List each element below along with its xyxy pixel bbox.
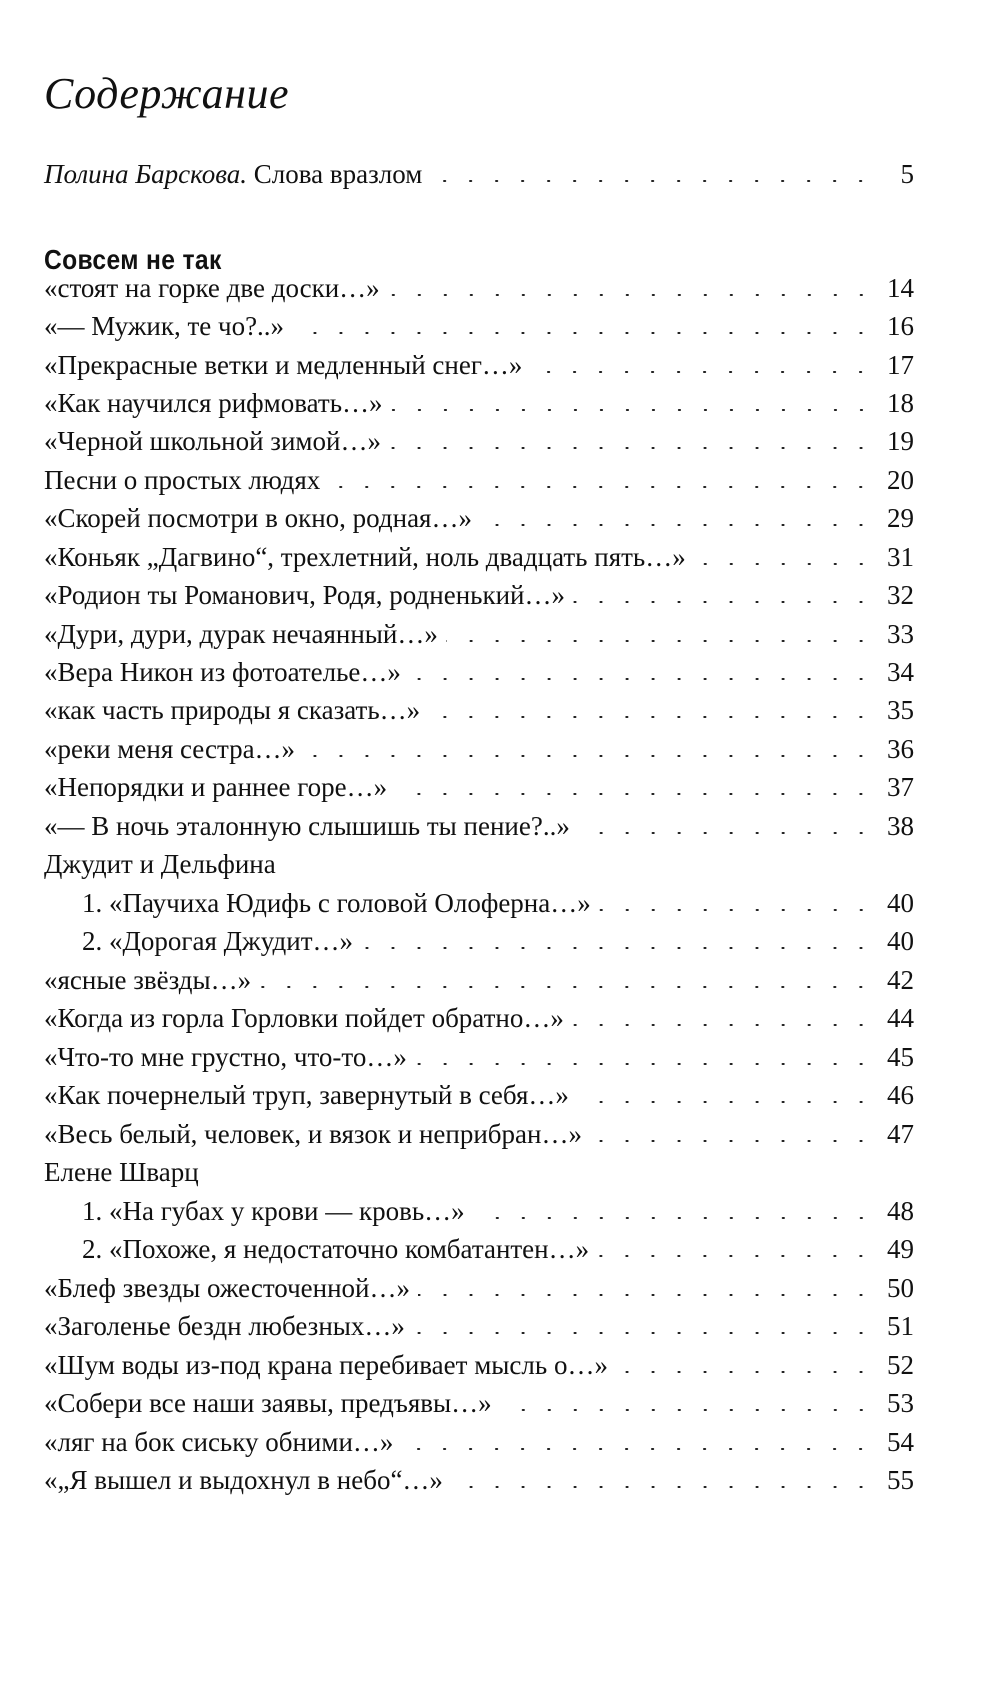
dot-leader (292, 332, 874, 334)
page-number: 14 (887, 273, 914, 303)
page-number: 33 (887, 619, 914, 649)
entry-title: «ясные звёзды…» (44, 965, 252, 995)
page-number: 48 (887, 1196, 914, 1226)
dot-leader (259, 986, 874, 988)
entry-title: Песни о простых людях (44, 465, 321, 495)
dot-leader (401, 1448, 874, 1450)
toc-entry[interactable] (44, 1037, 914, 1077)
dot-leader (572, 1024, 874, 1026)
toc-entry[interactable] (44, 767, 914, 807)
entry-title: «Дури, дури, дурак нечаянный…» (44, 619, 438, 649)
section-heading: Совсем не так (44, 244, 222, 275)
dot-leader (418, 1294, 874, 1296)
entry-title: «Как почернелый труп, завернутый в себя…» (44, 1080, 569, 1110)
entry-title: «ляг на бок сиську обними…» (44, 1427, 394, 1457)
page-number: 29 (887, 503, 914, 533)
toc-entry[interactable] (44, 1268, 914, 1308)
entry-title: 2. «Дорогая Джудит…» (82, 926, 354, 956)
entry-title: «Что-то мне грустно, что-то…» (44, 1042, 407, 1072)
dot-leader (446, 640, 874, 642)
entry-title: «Прекрасные ветки и медленный снег…» (44, 350, 523, 380)
toc-entry[interactable] (44, 383, 914, 423)
dot-leader (361, 947, 874, 949)
entry-title: «Непорядки и раннее горе…» (44, 772, 388, 802)
page-number: 46 (887, 1080, 914, 1110)
page-number: 34 (887, 657, 914, 687)
dot-leader (395, 793, 874, 795)
entry-title: «Когда из горла Горловки пойдет обратно…» (44, 1003, 564, 1033)
preface-title: Слова вразлом (253, 159, 423, 189)
toc-entry[interactable] (44, 268, 914, 308)
page-number: 52 (887, 1350, 914, 1380)
page-number: 50 (887, 1273, 914, 1303)
page-number: 31 (887, 542, 914, 572)
entry-title: «Скорей посмотри в окно, родная…» (44, 503, 472, 533)
dot-leader (415, 1063, 874, 1065)
toc-subentry[interactable] (82, 921, 914, 961)
dot-leader (480, 524, 874, 526)
dot-leader (303, 755, 874, 757)
dot-leader (430, 180, 874, 182)
toc-entry[interactable] (44, 614, 914, 654)
toc-entry[interactable] (44, 998, 914, 1038)
dot-leader (473, 1217, 874, 1219)
page-number: 51 (887, 1311, 914, 1341)
toc-entry[interactable] (44, 806, 914, 846)
page-number: 55 (887, 1465, 914, 1495)
dot-leader (590, 1140, 874, 1142)
dot-leader (530, 371, 874, 373)
toc-subentry[interactable] (82, 1191, 914, 1231)
dot-leader (573, 601, 874, 603)
dot-leader (388, 294, 874, 296)
page-number: 40 (887, 888, 914, 918)
toc-entry[interactable] (44, 1383, 914, 1423)
dot-leader (500, 1409, 874, 1411)
entry-title: «стоят на горке две доски…» (44, 273, 380, 303)
entry-title: «„Я вышел и выдохнул в небо“…» (44, 1465, 443, 1495)
toc-subentry[interactable] (82, 1229, 914, 1269)
page-number: 5 (900, 159, 914, 189)
entry-title: «как часть природы я сказать…» (44, 695, 421, 725)
toc-entry[interactable] (44, 1075, 914, 1115)
dot-leader (451, 1486, 874, 1488)
page-number: 35 (887, 695, 914, 725)
page-number: 38 (887, 811, 914, 841)
toc-entry[interactable] (44, 960, 914, 1000)
toc-entry[interactable] (44, 652, 914, 692)
dot-leader (328, 486, 874, 488)
page-number: 36 (887, 734, 914, 764)
page-number: 18 (887, 388, 914, 418)
dot-leader (409, 678, 874, 680)
dot-leader (694, 563, 874, 565)
group-heading: Елене Шварц (44, 1157, 199, 1187)
toc-entry[interactable] (44, 729, 914, 769)
entry-title: «Шум воды из-под крана перебивает мысль о…» (44, 1350, 608, 1380)
page-number: 32 (887, 580, 914, 610)
dot-leader (577, 1101, 874, 1103)
entry-title: «Заголенье бездн любезных…» (44, 1311, 405, 1341)
page-number: 44 (887, 1003, 914, 1033)
toc-entry[interactable] (44, 498, 914, 538)
toc-entry[interactable] (44, 1306, 914, 1346)
entry-title: «реки меня сестра…» (44, 734, 296, 764)
toc-entry[interactable] (44, 537, 914, 577)
page-number: 45 (887, 1042, 914, 1072)
entry-title: «Вера Никон из фотоателье…» (44, 657, 401, 687)
dot-leader (597, 1255, 874, 1257)
entry-title: «Коньяк „Дагвино“, трехлетний, ноль двадцать пять…» (44, 542, 686, 572)
page-number: 19 (887, 426, 914, 456)
page-number: 47 (887, 1119, 914, 1149)
dot-leader (428, 716, 874, 718)
page-number: 49 (887, 1234, 914, 1264)
dot-leader (389, 447, 874, 449)
page-number: 40 (887, 926, 914, 956)
toc-entry[interactable] (44, 575, 914, 615)
dot-leader (578, 832, 874, 834)
page-number: 53 (887, 1388, 914, 1418)
page-number: 16 (887, 311, 914, 341)
toc-entry[interactable] (44, 1114, 914, 1154)
entry-title: «Собери все наши заявы, предъявы…» (44, 1388, 492, 1418)
dot-leader (616, 1371, 874, 1373)
entry-title: 2. «Похоже, я недостаточно комбатантен…» (82, 1234, 590, 1264)
toc-entry-preface[interactable] (44, 154, 914, 194)
entry-title: «Черной школьной зимой…» (44, 426, 381, 456)
toc-entry[interactable] (44, 345, 914, 385)
preface-author: Полина Барскова. (44, 159, 248, 189)
dot-leader (413, 1332, 874, 1334)
toc-entry[interactable] (44, 460, 914, 500)
toc-entry[interactable] (44, 421, 914, 461)
toc-entry[interactable] (44, 690, 914, 730)
page-number: 20 (887, 465, 914, 495)
dot-leader (391, 409, 874, 411)
toc-entry[interactable] (44, 1345, 914, 1385)
dot-leader (599, 909, 874, 911)
entry-title: 1. «На губах у крови — кровь…» (82, 1196, 465, 1226)
group-heading: Джудит и Дельфина (44, 849, 276, 879)
entry-title: «Родион ты Романович, Родя, родненький…» (44, 580, 565, 610)
toc-entry[interactable] (44, 1422, 914, 1462)
toc-entry[interactable] (44, 306, 914, 346)
toc-subentry[interactable] (82, 883, 914, 923)
page-number: 37 (887, 772, 914, 802)
page-number: 17 (887, 350, 914, 380)
entry-title: «Блеф звезды ожесточенной…» (44, 1273, 410, 1303)
toc-entry[interactable] (44, 1460, 914, 1500)
page-number: 54 (887, 1427, 914, 1457)
page-title: Содержание (44, 69, 290, 118)
entry-title: «Весь белый, человек, и вязок и неприбран…» (44, 1119, 582, 1149)
entry-title: «Как научился рифмовать…» (44, 388, 383, 418)
entry-title: «— Мужик, те чо?..» (44, 311, 285, 341)
entry-title: «— В ночь эталонную слышишь ты пение?..» (44, 811, 570, 841)
entry-title: 1. «Паучиха Юдифь с головой Олоферна…» (82, 888, 591, 918)
page-number: 42 (887, 965, 914, 995)
